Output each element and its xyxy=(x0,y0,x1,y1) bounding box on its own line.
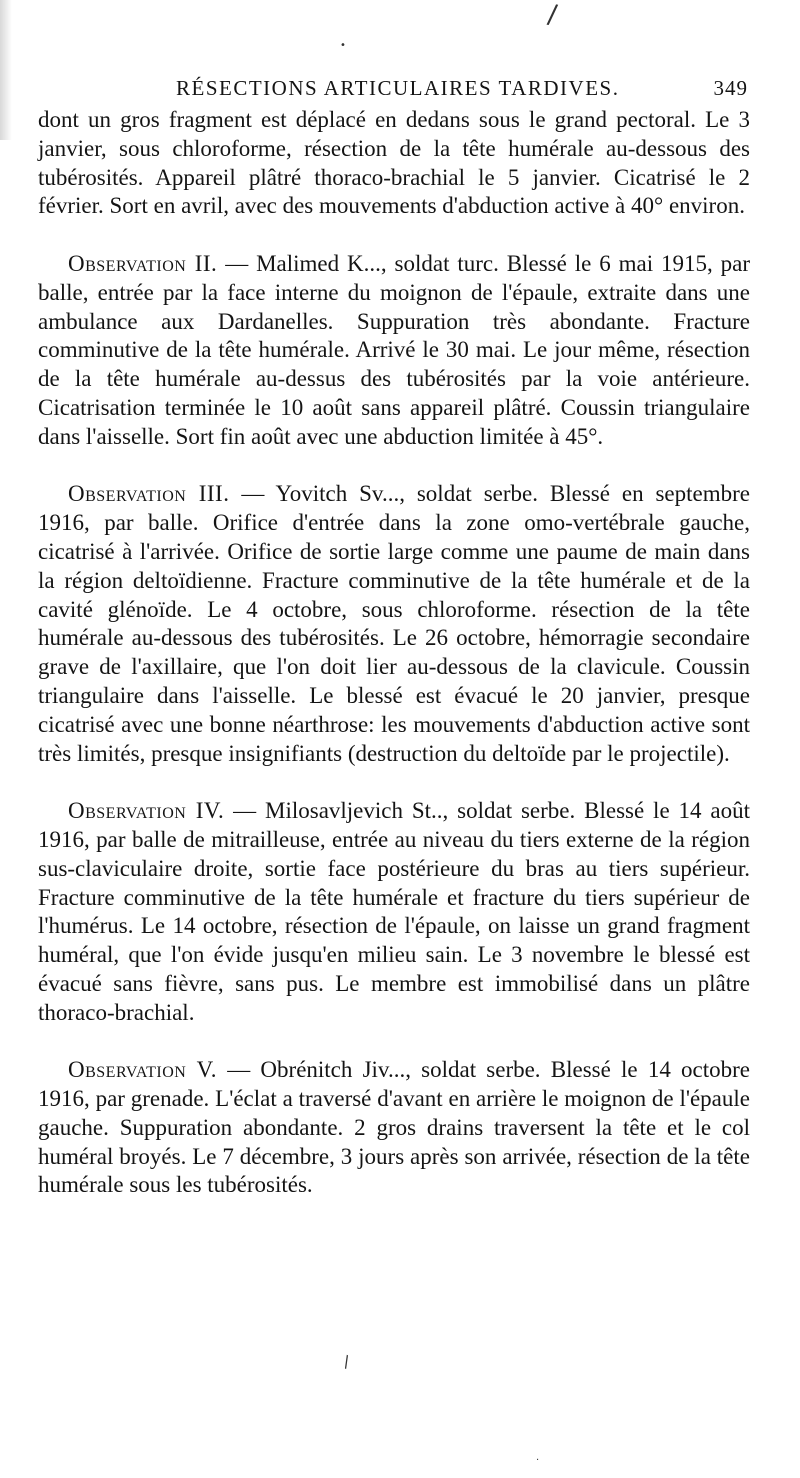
page-number: 349 xyxy=(713,76,748,100)
observation-3 xyxy=(38,480,750,768)
observation-label: Observation IV. xyxy=(68,798,225,824)
ink-dot: • xyxy=(340,40,346,51)
page-edge-shadow xyxy=(0,0,12,140)
paragraph-text: dont un gros fragment est déplacé en dedans sous le grand pectoral. Le 3 janvier, sous chloroforme, résection de la tête humérale au-dessous des tubérosités. Appareil plâtré thoraco-brachial le 5 janvier. Cicatrisé le 2 février. Sort en avril, avec des mouvements d'abduction active à 40° environ. xyxy=(38,107,750,219)
paragraph-text: — Malimed K..., soldat turc. Blessé le 6 mai 1915, par balle, entrée par la face interne du moignon de l'épaule, extraite dans une ambulance aux Dardanelles. Suppuration très abondante. Fracture comminutive de la tête humérale. Arrivé le 30 mai. Le jour même, résection de la tête humérale au-dessus des tubérosités par la voie antérieure. Cicatrisation terminée le 10 août sans appareil plâtré. Coussin triangulaire dans l'aisselle. Sort fin août avec une abduction limitée à 45°. xyxy=(38,250,750,449)
ink-mark: \ xyxy=(340,1351,354,1372)
observation-2 xyxy=(38,250,750,452)
observation-label: Observation II. xyxy=(68,250,218,276)
paragraph-continuation xyxy=(38,106,750,221)
paragraph-text: — Milosavljevich St.., soldat serbe. Blessé le 14 août 1916, par balle de mitrailleuse, entrée au niveau du tiers externe de la région sus-claviculaire droite, sortie face postérieure du bras au tiers supérieur. Fracture comminutive de la tête humérale et fracture du tiers supérieur de l'humérus. Le 14 octobre, résection de l'épaule, on laisse un grand fragment huméral, que l'on évide jusqu'en milieu sain. Le 3 novembre le blessé est évacué sans fièvre, sans pus. Le membre est immobilisé dans un plâtre thoraco-brachial. xyxy=(38,798,750,1025)
running-header xyxy=(38,70,750,106)
body-text xyxy=(38,106,750,1200)
observation-4 xyxy=(38,797,750,1027)
paragraph-text: — Yovitch Sv..., soldat serbe. Blessé en septembre 1916, par balle. Orifice d'entrée dans la zone omo-vertébrale gauche, cicatrisé à l'arrivée. Orifice de sortie large comme une paume de main dans la région deltoïdienne. Fracture comminutive de la tête humérale et de la cavité glénoïde. Le 4 octobre, sous chloroforme. résection de la tête humérale au-dessous des tubérosités. Le 26 octobre, hémorragie secondaire grave de l'axillaire, que l'on doit lier au-dessous de la clavicule. Coussin triangulaire dans l'aisselle. Le blessé est évacué le 20 janvier, presque cicatrisé avec une bonne néarthrose: les mouvements d'abduction active sont très limités, presque insignifiants (destruction du deltoïde par le projectile). xyxy=(38,481,750,766)
running-title: RÉSECTIONS ARTICULAIRES TARDIVES. xyxy=(176,76,620,100)
observation-label: Observation V. xyxy=(68,1057,218,1083)
ink-dot: · xyxy=(536,1455,540,1466)
book-page xyxy=(38,70,750,1200)
observation-label: Observation III. xyxy=(68,481,230,507)
ink-mark: / xyxy=(545,0,559,31)
observation-5 xyxy=(38,1056,750,1200)
paragraph-text: — Obrénitch Jiv..., soldat serbe. Blessé le 14 octobre 1916, par grenade. L'éclat a traversé d'avant en arrière le moignon de l'épaule gauche. Suppuration abondante. 2 gros drains traversent la tête et le col huméral broyés. Le 7 décembre, 3 jours après son arrivée, résection de la tête humérale sous les tubérosités. xyxy=(38,1057,750,1198)
